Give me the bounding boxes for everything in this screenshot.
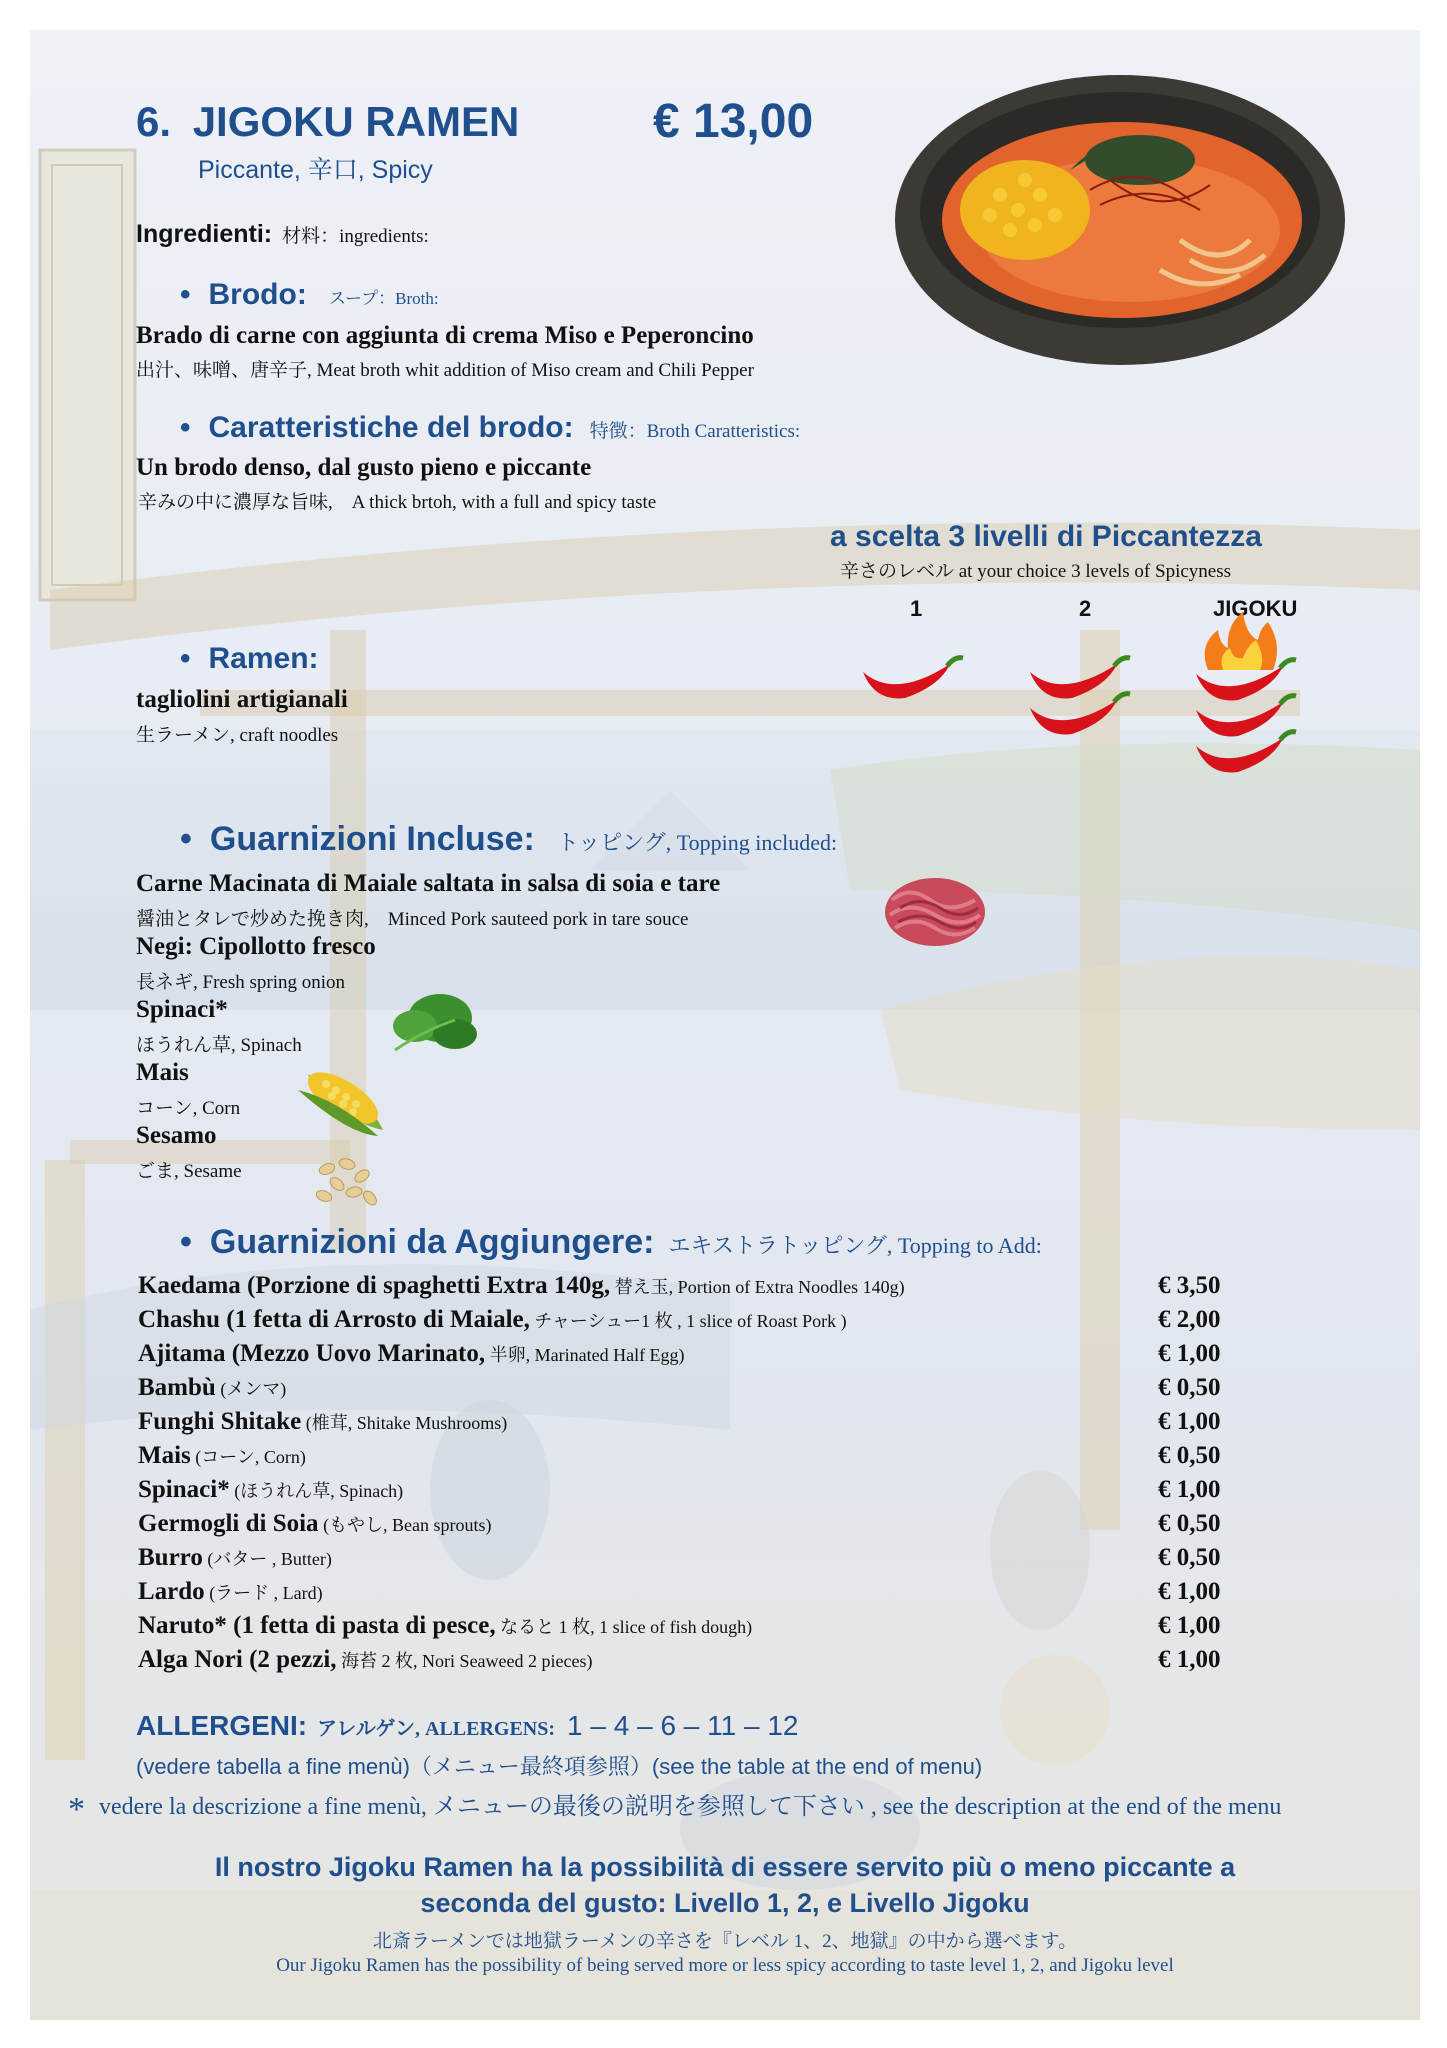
- extra-row: [138, 1612, 1288, 1644]
- included-item-name: Carne Macinata di Maiale saltata in salsa di soia e tare: [136, 870, 721, 897]
- extra-item-desc: なると 1 枚, 1 slice of fish dough): [495, 1617, 753, 1637]
- extra-item-price: € 0,50: [1158, 1544, 1221, 1571]
- spice-level-1: 1: [910, 596, 923, 621]
- spice-title: a scelta 3 livelli di Piccantezza: [830, 520, 1262, 553]
- extra-item-name: Naruto* (1 fetta di pasta di pesce,: [138, 1612, 496, 1639]
- allergens-jp: アレルゲン, ALLERGENS:: [317, 1718, 556, 1740]
- broth-sub: スープ：Broth:: [328, 289, 439, 308]
- extra-row: [138, 1306, 1288, 1338]
- extra-row: [138, 1544, 1288, 1576]
- extra-item-desc: チャーシュー1 枚 , 1 slice of Roast Pork ): [529, 1311, 847, 1331]
- ingredients-label: Ingredienti:: [136, 220, 273, 248]
- extra-item-desc: (ほうれん草, Spinach): [229, 1481, 404, 1501]
- included-item-name: Negi: Cipollotto fresco: [136, 933, 376, 960]
- extra-item-name: Chashu (1 fetta di Arrosto di Maiale,: [138, 1306, 530, 1333]
- broth-translation: 出汁、味噌、唐辛子, Meat broth whit addition of Miso cream and Chili Pepper: [136, 360, 754, 381]
- included-item-name: Mais: [136, 1059, 189, 1086]
- chili-pepper-icon: [855, 650, 965, 710]
- dish-number: 6.: [136, 98, 172, 145]
- extra-row: [138, 1272, 1288, 1304]
- extra-row: [138, 1510, 1288, 1542]
- dish-subtitle: Piccante, 辛口, Spicy: [198, 156, 433, 184]
- closing-en: Our Jigoku Ramen has the possibility of being served more or less spicy according to taste level 1, 2, and Jigoku level: [276, 1955, 1174, 1976]
- extra-item-price: € 0,50: [1158, 1374, 1221, 1401]
- extra-label: Guarnizioni da Aggiungere:: [209, 1223, 655, 1261]
- dish-price: € 13,00: [653, 95, 814, 148]
- menu-page: [30, 30, 1420, 2020]
- extra-row: [138, 1408, 1288, 1440]
- extra-item-name: Funghi Shitake: [138, 1408, 302, 1435]
- bullet-icon: •: [180, 278, 191, 311]
- included-item-desc: コーン, Corn: [136, 1098, 241, 1119]
- extra-row: [138, 1578, 1288, 1610]
- extra-row: [138, 1646, 1288, 1678]
- extra-row: [138, 1476, 1288, 1508]
- extra-item-price: € 1,00: [1158, 1476, 1221, 1503]
- extra-item-desc: (コーン, Corn): [190, 1447, 306, 1467]
- extra-item-name: Alga Nori (2 pezzi,: [138, 1646, 337, 1673]
- extra-item-price: € 2,00: [1158, 1306, 1221, 1333]
- included-item-desc: ごま, Sesame: [136, 1161, 242, 1182]
- included-sub: トッピング, Topping included:: [556, 830, 838, 855]
- broth-char-translation: 辛みの中に濃厚な旨味, A thick brtoh, with a full and spicy taste: [138, 492, 657, 513]
- spice-sub: 辛さのレベル at your choice 3 levels of Spicyness: [840, 561, 1232, 582]
- extra-item-desc: (ラード , Lard): [204, 1583, 323, 1603]
- extra-row: [138, 1340, 1288, 1372]
- extra-sub: エキストラトッピング, Topping to Add:: [668, 1233, 1042, 1258]
- included-item-desc: 長ネギ, Fresh spring onion: [136, 972, 346, 993]
- extra-item-desc: (椎茸, Shitake Mushrooms): [301, 1413, 508, 1433]
- closing-jp: 北斎ラーメンでは地獄ラーメンの辛さを『レベル 1、2、地獄』の中から選べます。: [372, 1931, 1078, 1952]
- dish-name: JIGOKU RAMEN: [192, 98, 520, 145]
- corn-icon: [288, 1060, 398, 1140]
- minced-pork-icon: [880, 870, 990, 950]
- included-item-name: Spinaci*: [136, 996, 228, 1023]
- extra-item-name: Kaedama (Porzione di spaghetti Extra 140g,: [138, 1272, 611, 1299]
- ramen-label: Ramen:: [208, 642, 319, 675]
- bullet-icon: •: [180, 820, 192, 858]
- broth-text: Brado di carne con aggiunta di crema Miso e Peperoncino: [136, 322, 754, 349]
- extra-row: [138, 1442, 1288, 1474]
- extra-item-desc: 替え玉, Portion of Extra Noodles 140g): [610, 1277, 905, 1297]
- bullet-icon: •: [180, 411, 191, 444]
- allergens-label: ALLERGENI:: [136, 1710, 308, 1741]
- included-item-desc: 醤油とタレで炒めた挽き肉, Minced Pork sauteed pork in tare souce: [136, 909, 689, 930]
- extra-item-price: € 1,00: [1158, 1408, 1221, 1435]
- extra-row: [138, 1374, 1288, 1406]
- extra-item-name: Spinaci*: [138, 1476, 230, 1503]
- extra-item-price: € 1,00: [1158, 1340, 1221, 1367]
- chili-pepper-icon: [1022, 650, 1132, 750]
- chili-pepper-icon: [1188, 652, 1298, 792]
- extra-item-desc: 海苔 2 枚, Nori Seaweed 2 pieces): [336, 1651, 593, 1671]
- spice-level-2: 2: [1079, 596, 1092, 621]
- extra-item-name: Burro: [138, 1544, 203, 1571]
- included-label: Guarnizioni Incluse:: [209, 820, 535, 858]
- included-item-desc: ほうれん草, Spinach: [136, 1035, 302, 1056]
- ramen-text: tagliolini artigianali: [136, 686, 348, 713]
- extra-item-name: Mais: [138, 1442, 191, 1469]
- extra-item-name: Lardo: [138, 1578, 205, 1605]
- footnote-text: vedere la descrizione a fine menù, メニューの最後の説明を参照して下さい , see the description at the end of the menu: [99, 1794, 1282, 1820]
- broth-char-text: Un brodo denso, dal gusto pieno e piccante: [136, 454, 592, 481]
- spice-level-jigoku: JIGOKU: [1213, 596, 1298, 621]
- broth-char-label: Caratteristiche del brodo:: [208, 411, 574, 444]
- extra-item-price: € 1,00: [1158, 1612, 1221, 1639]
- included-item-name: Sesamo: [136, 1122, 217, 1149]
- extra-item-desc: (もやし, Bean sprouts): [318, 1515, 492, 1535]
- extra-item-name: Bambù: [138, 1374, 216, 1401]
- broth-char-sub: 特徴：Broth Caratteristics:: [589, 421, 801, 442]
- extra-item-price: € 1,00: [1158, 1646, 1221, 1673]
- extra-item-desc: 半卵, Marinated Half Egg): [485, 1345, 685, 1365]
- allergens-note: (vedere tabella a fine menù)（メニュー最終項参照）(see the table at the end of menu): [136, 1754, 983, 1779]
- ramen-translation: 生ラーメン, craft noodles: [136, 725, 339, 746]
- sesame-icon: [312, 1154, 382, 1209]
- ramen-bowl-photo: [890, 70, 1350, 390]
- spinach-icon: [385, 990, 480, 1060]
- ingredients-sub: 材料：ingredients:: [282, 226, 429, 247]
- closing-line-2: seconda del gusto: Livello 1, 2, e Livello Jigoku: [420, 1888, 1030, 1918]
- extra-item-desc: (メンマ): [215, 1379, 287, 1399]
- extra-item-name: Germogli di Soia: [138, 1510, 319, 1537]
- extra-item-price: € 0,50: [1158, 1510, 1221, 1537]
- allergens-codes: 1 – 4 – 6 – 11 – 12: [567, 1710, 799, 1741]
- extra-item-desc: (バター , Butter): [202, 1549, 332, 1569]
- extra-item-price: € 0,50: [1158, 1442, 1221, 1469]
- bullet-icon: •: [180, 1223, 192, 1261]
- extra-item-price: € 1,00: [1158, 1578, 1221, 1605]
- broth-label: Brodo:: [208, 278, 307, 311]
- closing-line-1: Il nostro Jigoku Ramen ha la possibilità di essere servito più o meno piccante a: [214, 1852, 1236, 1882]
- extra-item-price: € 3,50: [1158, 1272, 1221, 1299]
- bullet-icon: •: [180, 642, 191, 675]
- extra-item-name: Ajitama (Mezzo Uovo Marinato,: [138, 1340, 486, 1367]
- footnote-star: *: [68, 1791, 85, 1828]
